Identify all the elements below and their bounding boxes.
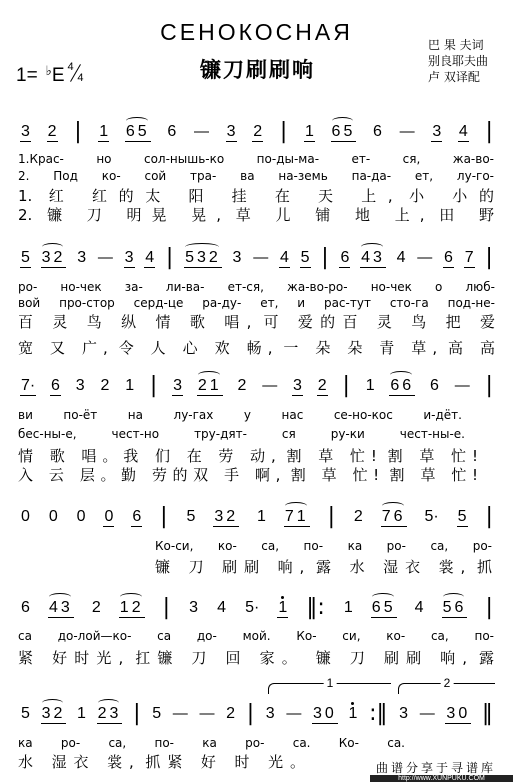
bar-line: | — [133, 701, 141, 726]
note: 3 — [432, 122, 442, 140]
note: 6 — [132, 507, 142, 525]
bar-line: | — [485, 119, 493, 144]
lyric-line-chinese: 镰 刀 刷刷 响, 露 水 湿衣 裳, 抓 — [155, 558, 492, 576]
lyric-line-russian: ка ро- са, по- ка ро- са. Ко- са. — [18, 736, 405, 750]
note: 5 — [457, 507, 467, 525]
note: 3 — [265, 705, 275, 722]
bar-line: | — [321, 245, 329, 270]
notation-line — [20, 375, 494, 397]
note: 5 — [300, 248, 310, 266]
note: 5 — [186, 508, 196, 525]
note: 4 — [145, 248, 155, 266]
note: 7 — [464, 248, 474, 266]
key-note: E — [51, 65, 65, 86]
credit-lyricist: 巴 果 夫词 — [428, 38, 484, 52]
note: 0 — [21, 508, 30, 525]
note: 5 — [21, 705, 30, 722]
note: 3 — [75, 377, 85, 394]
note: 3 — [124, 248, 134, 266]
note-group: 71 — [284, 507, 309, 525]
lyric-line-russian: Ко-си, ко- са, по- ка ро- са, ро- — [155, 539, 492, 553]
lyric-line-russian: са до-лой—ко- са до- мой. Ко- си, ко- са, по- — [18, 629, 494, 643]
note: 2 — [226, 705, 236, 722]
key-prefix: 1= — [16, 65, 38, 86]
note: 1 — [348, 705, 358, 722]
note: 4 — [458, 122, 468, 140]
lyric-line-chinese: 紧 好时光, 扛镰 刀 回 家。 镰 刀 刷刷 响, 露 — [18, 649, 494, 667]
note: 6 — [444, 248, 453, 266]
bar-line: | — [279, 119, 288, 144]
watermark-text: 曲谱分享于寻谱库 — [376, 761, 497, 775]
sustain-dash: — — [97, 249, 113, 266]
note: 1 — [304, 122, 314, 140]
note: 3 — [293, 376, 302, 394]
lyric-line-russian: ви по-ёт на лу-гах у нас се-но-кос и-дёт. — [18, 408, 462, 422]
note-group: 43 — [361, 248, 385, 266]
sustain-dash: — — [262, 377, 278, 394]
note-group: 66 — [390, 376, 415, 394]
sustain-dash: — — [419, 705, 435, 722]
lyric-line-russian: 2. Под ко- сой тра- ва на-земь па-да- ет, лу-го- — [18, 169, 494, 183]
note: 5· — [424, 508, 439, 525]
note: 2 — [237, 377, 247, 394]
lyric-line-chinese: 1. 红 红的太 阳 挂 在 天 上, 小 小的 — [18, 187, 494, 205]
lyric-line-russian: 1.Крас- но сол-нышь-ко по-ды-ма- ет- ся, жа-во- — [18, 152, 494, 166]
volta-bracket-second-ending — [398, 676, 495, 694]
bar-line: | — [162, 595, 171, 620]
sustain-dash: — — [454, 377, 470, 394]
note: 1 — [125, 377, 135, 394]
note: 7· — [21, 376, 36, 394]
note: 2 — [353, 508, 363, 525]
note: 6 — [21, 599, 30, 616]
note: 1 — [278, 598, 288, 616]
note-group: 65 — [331, 122, 356, 140]
note: 4 — [414, 599, 424, 616]
note: 3 — [189, 599, 199, 616]
notation-line — [20, 703, 494, 725]
time-denominator: 4 — [77, 72, 84, 84]
note: 0 — [48, 508, 58, 525]
note: 2 — [91, 599, 101, 616]
lyric-line-chinese: 水 湿衣 裳, 抓紧 好 时 光。 — [18, 753, 305, 771]
credits — [428, 37, 488, 85]
note: 1 — [365, 377, 375, 394]
note: 1 — [99, 122, 109, 140]
bar-line: | — [485, 245, 493, 270]
lyric-line-russian: бес-ны-е, чест-но тру-дят- ся ру-ки чест-ны-е. — [18, 427, 465, 441]
sustain-dash: — — [253, 249, 269, 266]
bar-line: | — [165, 245, 174, 270]
note: 3 — [77, 249, 87, 266]
credit-translator: 卢 双译配 — [428, 70, 480, 84]
lyric-line-chinese: 百 灵 鸟 纵 情 歌 唱, 可 爱的百 灵 鸟 把 爱 — [18, 313, 495, 331]
note: 2 — [100, 377, 110, 394]
note: 6 — [373, 123, 382, 140]
sustain-dash: — — [399, 123, 415, 140]
note: 3 — [399, 705, 409, 722]
note: 5 — [152, 705, 162, 722]
note: 4 — [279, 248, 289, 266]
note-group: 30 — [446, 704, 471, 722]
time-numerator: 4 — [67, 61, 74, 73]
note: 3 — [21, 122, 30, 140]
sustain-dash: — — [172, 705, 188, 722]
notation-line — [20, 121, 494, 143]
note: 5· — [245, 599, 260, 616]
note-group: 21 — [197, 376, 222, 394]
note: 4 — [396, 249, 406, 266]
note-group: 532 — [185, 248, 221, 266]
notation-line — [20, 247, 494, 269]
lyric-line-russian: ро- но-чек за- ли-ва- ет-ся, жа-во-ро- но-чек о люб- — [18, 280, 495, 294]
note: 0 — [76, 508, 86, 525]
sustain-dash: — — [193, 123, 209, 140]
time-signature — [68, 62, 84, 84]
sustain-dash: — — [417, 249, 433, 266]
bar-line: | — [246, 701, 255, 726]
bar-line: ‖ — [481, 701, 493, 726]
bar-line: | — [485, 504, 493, 529]
note-group: 32 — [41, 704, 66, 722]
bar-line: | — [485, 595, 493, 620]
note: 3 — [173, 376, 183, 394]
note-group: 30 — [313, 704, 337, 722]
bar-line: ‖: — [306, 595, 325, 620]
sustain-dash: — — [286, 705, 302, 722]
note: 3 — [232, 249, 242, 266]
note-group: 23 — [97, 704, 122, 722]
note: 3 — [226, 122, 236, 140]
notation-line — [20, 597, 494, 619]
lyric-line-chinese: 宽 又 广, 令 人 心 欢 畅, 一 朵 朵 青 草, 高 高 — [18, 339, 495, 357]
bar-line: | — [485, 373, 493, 398]
flat-sign: ♭ — [45, 64, 52, 79]
note: 4 — [217, 599, 227, 616]
watermark-url: http://www.XUNPUKU.COM — [370, 775, 513, 782]
song-title-russian: СЕНОКОСНАЯ — [160, 19, 353, 45]
volta-bracket-first-ending — [268, 676, 391, 694]
note-group: 43 — [48, 598, 73, 616]
note: 2 — [253, 122, 263, 140]
note-group: 56 — [442, 598, 467, 616]
notation-line — [20, 506, 494, 528]
lyric-line-russian: вой про-стор серд-це ра-ду- ет, и рас-тут сто-га под-не- — [18, 296, 495, 310]
note: 2 — [47, 122, 57, 140]
bar-line: :‖ — [369, 701, 388, 726]
note: 6 — [167, 123, 177, 140]
bar-line: | — [149, 373, 158, 398]
note-group: 12 — [119, 598, 144, 616]
sustain-dash: — — [199, 705, 215, 722]
lyric-line-chinese: 2. 镰 刀 明晃 晃, 草 儿 铺 地 上, 田 野 — [18, 206, 494, 224]
note-group: 32 — [214, 507, 239, 525]
note: 5 — [21, 248, 30, 266]
bar-line: | — [342, 373, 350, 398]
note-group: 32 — [41, 248, 66, 266]
note: 2 — [317, 376, 327, 394]
volta-label: 1 — [324, 676, 337, 690]
credit-composer: 别良耶夫曲 — [428, 54, 489, 68]
bar-line: | — [74, 119, 82, 144]
volta-label: 2 — [441, 676, 454, 690]
note: 1 — [343, 599, 353, 616]
note: 1 — [257, 508, 266, 525]
bar-line: | — [160, 504, 168, 529]
note: 0 — [104, 507, 114, 525]
song-title-chinese: 镰刀刷刷响 — [200, 58, 315, 82]
key-signature — [16, 60, 84, 88]
note-group: 65 — [371, 598, 396, 616]
note: 1 — [77, 705, 86, 722]
note: 6 — [340, 248, 350, 266]
note: 6 — [430, 377, 439, 394]
bar-line: | — [327, 504, 335, 529]
note: 6 — [51, 376, 60, 394]
lyric-line-chinese: 情 歌 唱。我 们 在 劳 动, 割 草 忙! 割 草 忙! — [18, 447, 478, 465]
note-group: 76 — [381, 507, 406, 525]
lyric-line-chinese: 入 云 层。勤 劳的双 手 啊, 割 草 忙! 割 草 忙! — [18, 466, 478, 484]
note-group: 65 — [125, 122, 150, 140]
